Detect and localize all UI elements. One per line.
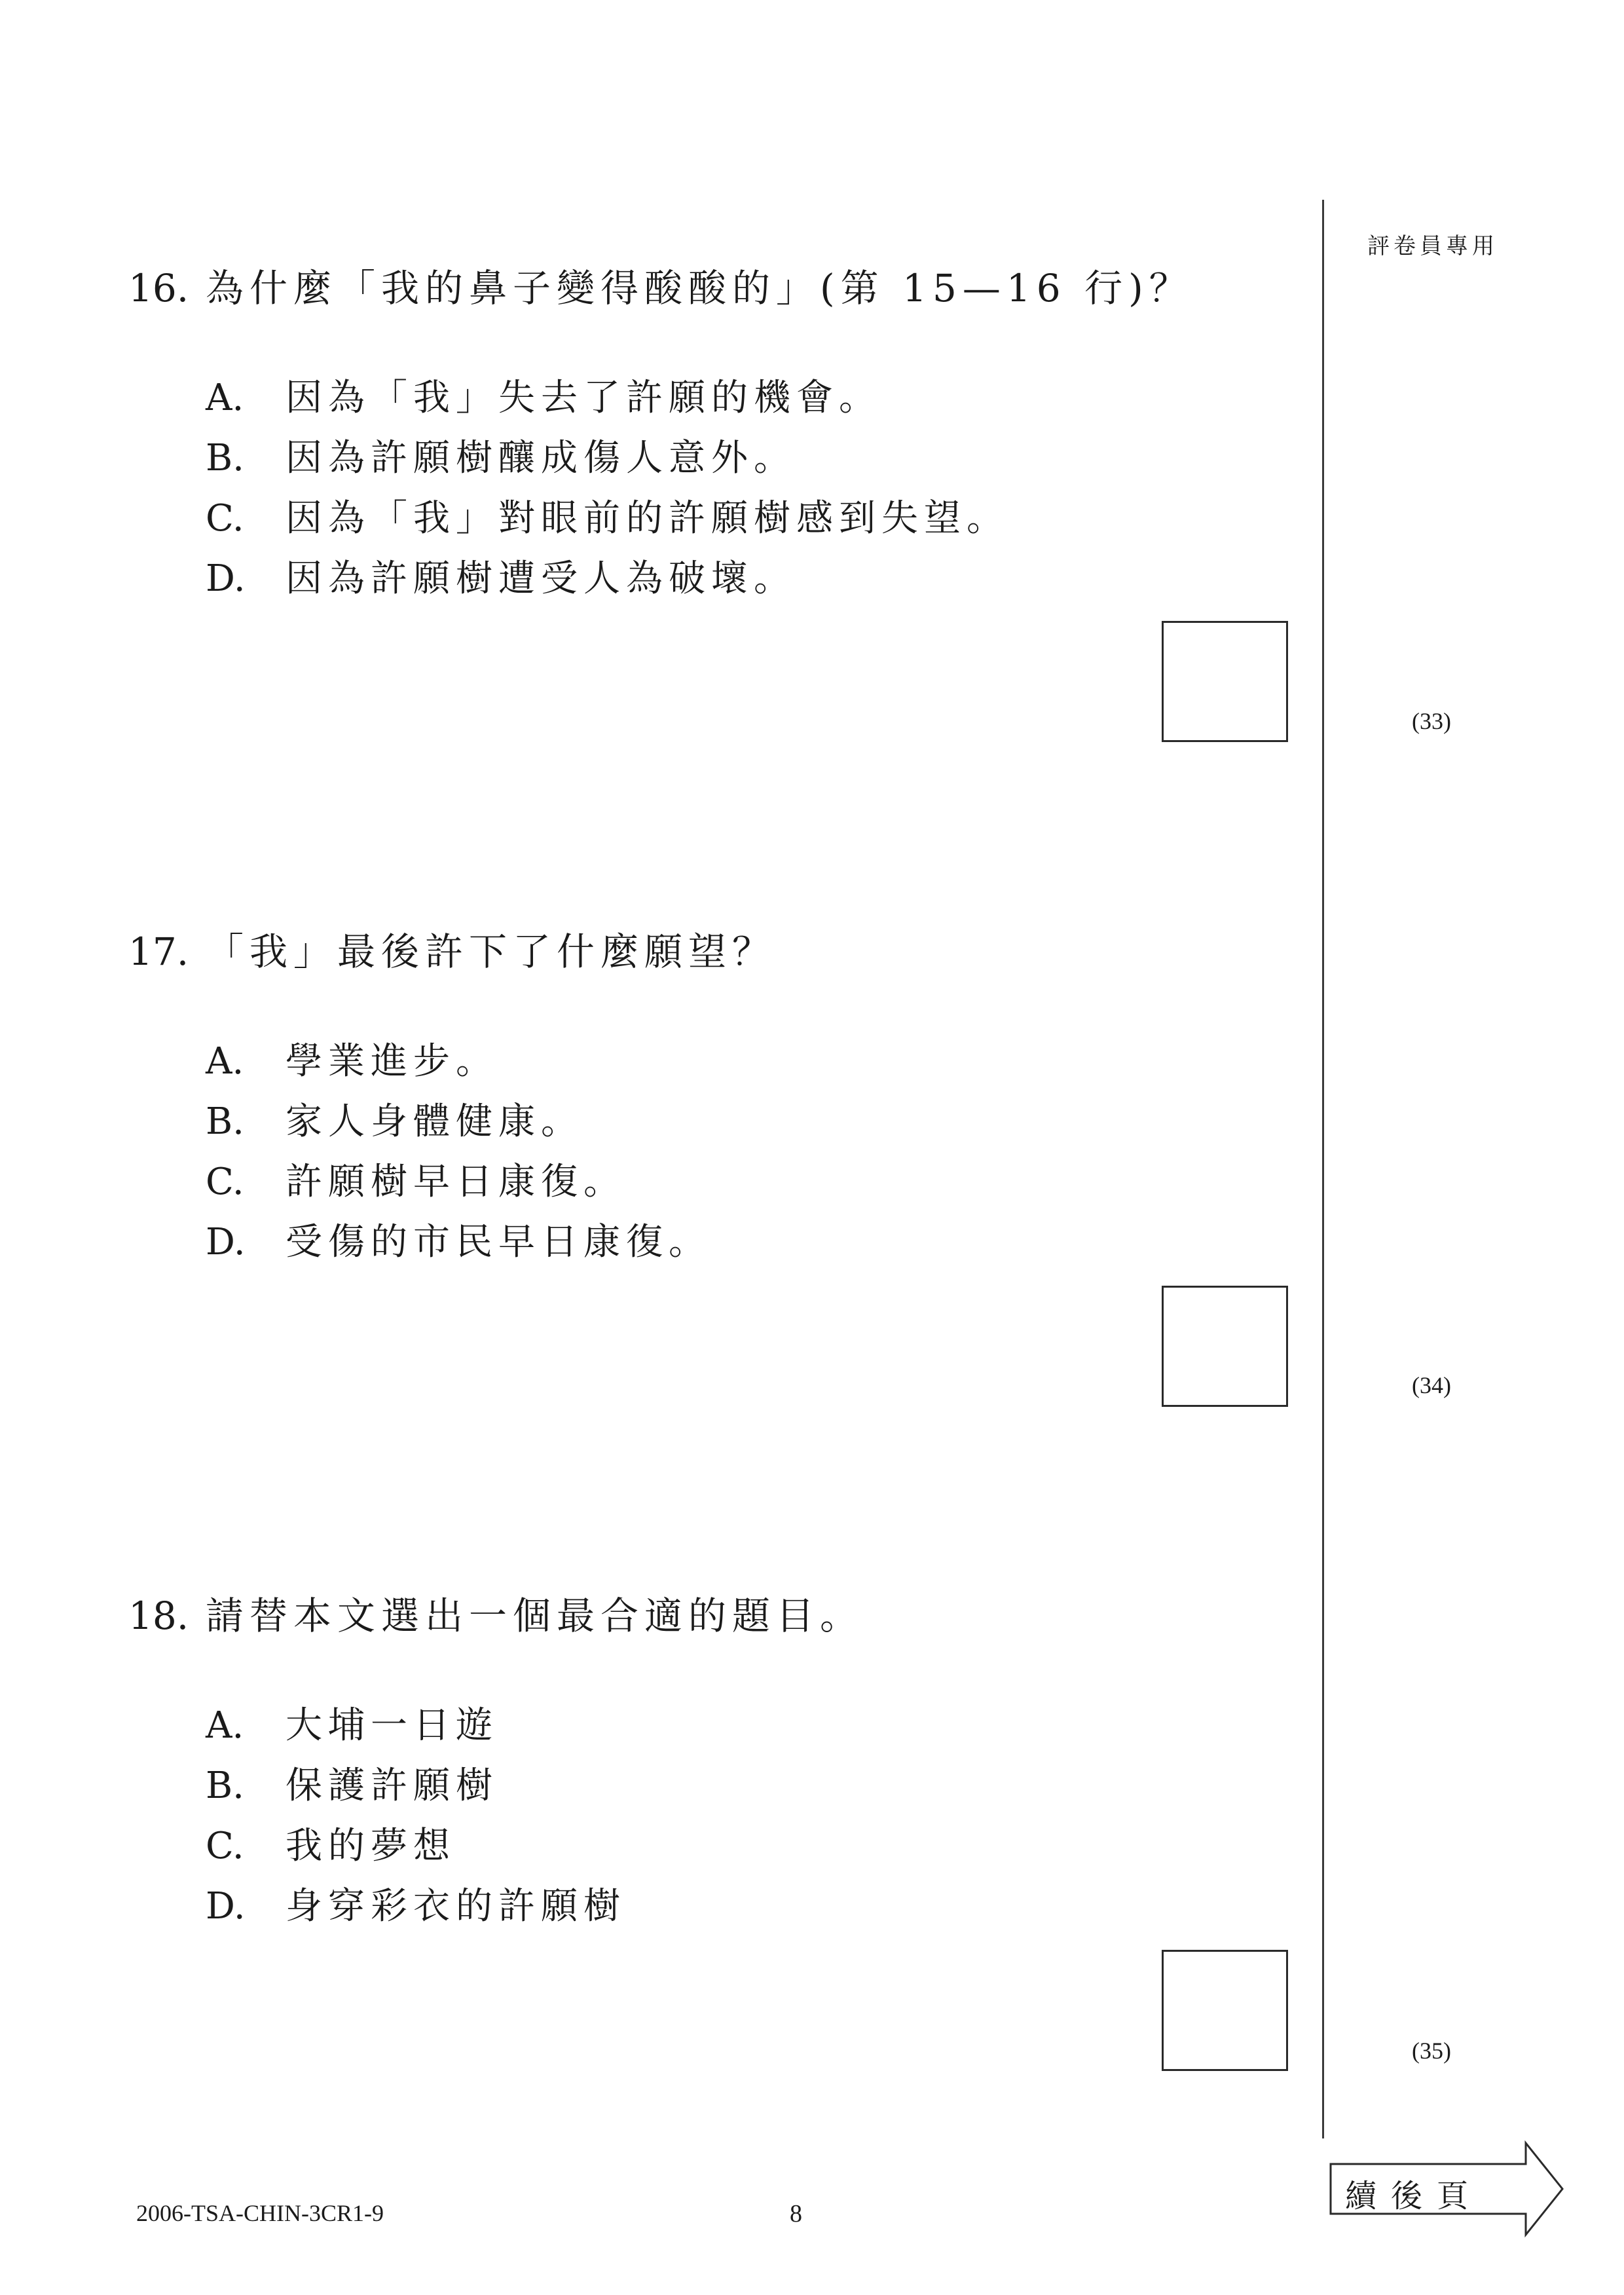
option-letter: B.: [206, 437, 244, 479]
option-letter: C.: [206, 1825, 244, 1867]
option-text: 因為「我」失去了許願的機會。: [286, 377, 881, 419]
option-letter: A.: [206, 377, 244, 419]
option-b[interactable]: [206, 1763, 864, 1823]
option-c[interactable]: [206, 496, 1193, 556]
option-letter: B.: [206, 1100, 244, 1143]
question-number: 18.: [128, 1594, 189, 1638]
option-text: 受傷的市民早日康復。: [286, 1221, 711, 1263]
option-text: 學業進步。: [286, 1040, 498, 1083]
option-d[interactable]: [206, 556, 1193, 616]
option-text: 因為許願樹遭受人為破壞。: [286, 557, 796, 600]
question-16: [128, 265, 1193, 616]
question-stem: [128, 1593, 864, 1639]
option-c[interactable]: [206, 1823, 864, 1884]
question-text: 「我」最後許下了什麼願望？: [206, 929, 777, 974]
option-text: 我的夢想: [286, 1825, 456, 1867]
option-b[interactable]: [206, 1099, 776, 1159]
answer-box-17[interactable]: [1162, 1286, 1288, 1407]
question-text: 為什麼「我的鼻子變得酸酸的」(第 15—16 行)？: [206, 266, 1193, 310]
option-b[interactable]: [206, 436, 1193, 496]
option-text: 許願樹早日康復。: [286, 1161, 626, 1203]
option-text: 大埔一日遊: [286, 1704, 498, 1747]
question-number: 16.: [128, 266, 189, 310]
option-letter: A.: [206, 1040, 244, 1083]
option-text: 保護許願樹: [286, 1764, 498, 1807]
question-stem: [128, 265, 1193, 311]
option-list: [206, 375, 1193, 616]
option-list: [206, 1703, 864, 1944]
page-number: 8: [790, 2200, 802, 2228]
marker-column-divider: [1322, 200, 1324, 2138]
marker-use-only-label: 評卷員專用: [1367, 233, 1498, 259]
option-d[interactable]: [206, 1220, 776, 1280]
question-number: 17.: [128, 929, 189, 974]
option-text: 身穿彩衣的許願樹: [286, 1885, 626, 1928]
question-18: [128, 1593, 864, 1944]
continue-arrow[interactable]: [1329, 2140, 1565, 2239]
answer-box-16[interactable]: [1162, 621, 1288, 742]
option-a[interactable]: [206, 1703, 864, 1763]
question-stem: [128, 929, 776, 975]
score-label-33: (33): [1412, 708, 1451, 734]
option-text: 家人身體健康。: [286, 1100, 583, 1143]
option-d[interactable]: [206, 1884, 864, 1944]
question-text: 請替本文選出一個最合適的題目。: [206, 1594, 864, 1638]
score-label-35: (35): [1412, 2038, 1451, 2064]
option-letter: C.: [206, 497, 244, 540]
option-letter: D.: [206, 557, 246, 600]
option-letter: B.: [206, 1764, 244, 1807]
option-c[interactable]: [206, 1159, 776, 1220]
question-17: [128, 929, 776, 1280]
option-letter: A.: [206, 1704, 244, 1747]
answer-box-18[interactable]: [1162, 1950, 1288, 2071]
score-label-34: (34): [1412, 1372, 1451, 1398]
continue-label: 續後頁: [1345, 2178, 1483, 2214]
option-text: 因為「我」對眼前的許願樹感到失望。: [286, 497, 1009, 540]
option-a[interactable]: [206, 375, 1193, 436]
option-letter: D.: [206, 1885, 246, 1928]
option-letter: C.: [206, 1161, 244, 1203]
option-letter: D.: [206, 1221, 246, 1263]
option-a[interactable]: [206, 1039, 776, 1099]
paper-code: 2006-TSA-CHIN-3CR1-9: [136, 2200, 384, 2226]
option-list: [206, 1039, 776, 1280]
option-text: 因為許願樹釀成傷人意外。: [286, 437, 796, 479]
